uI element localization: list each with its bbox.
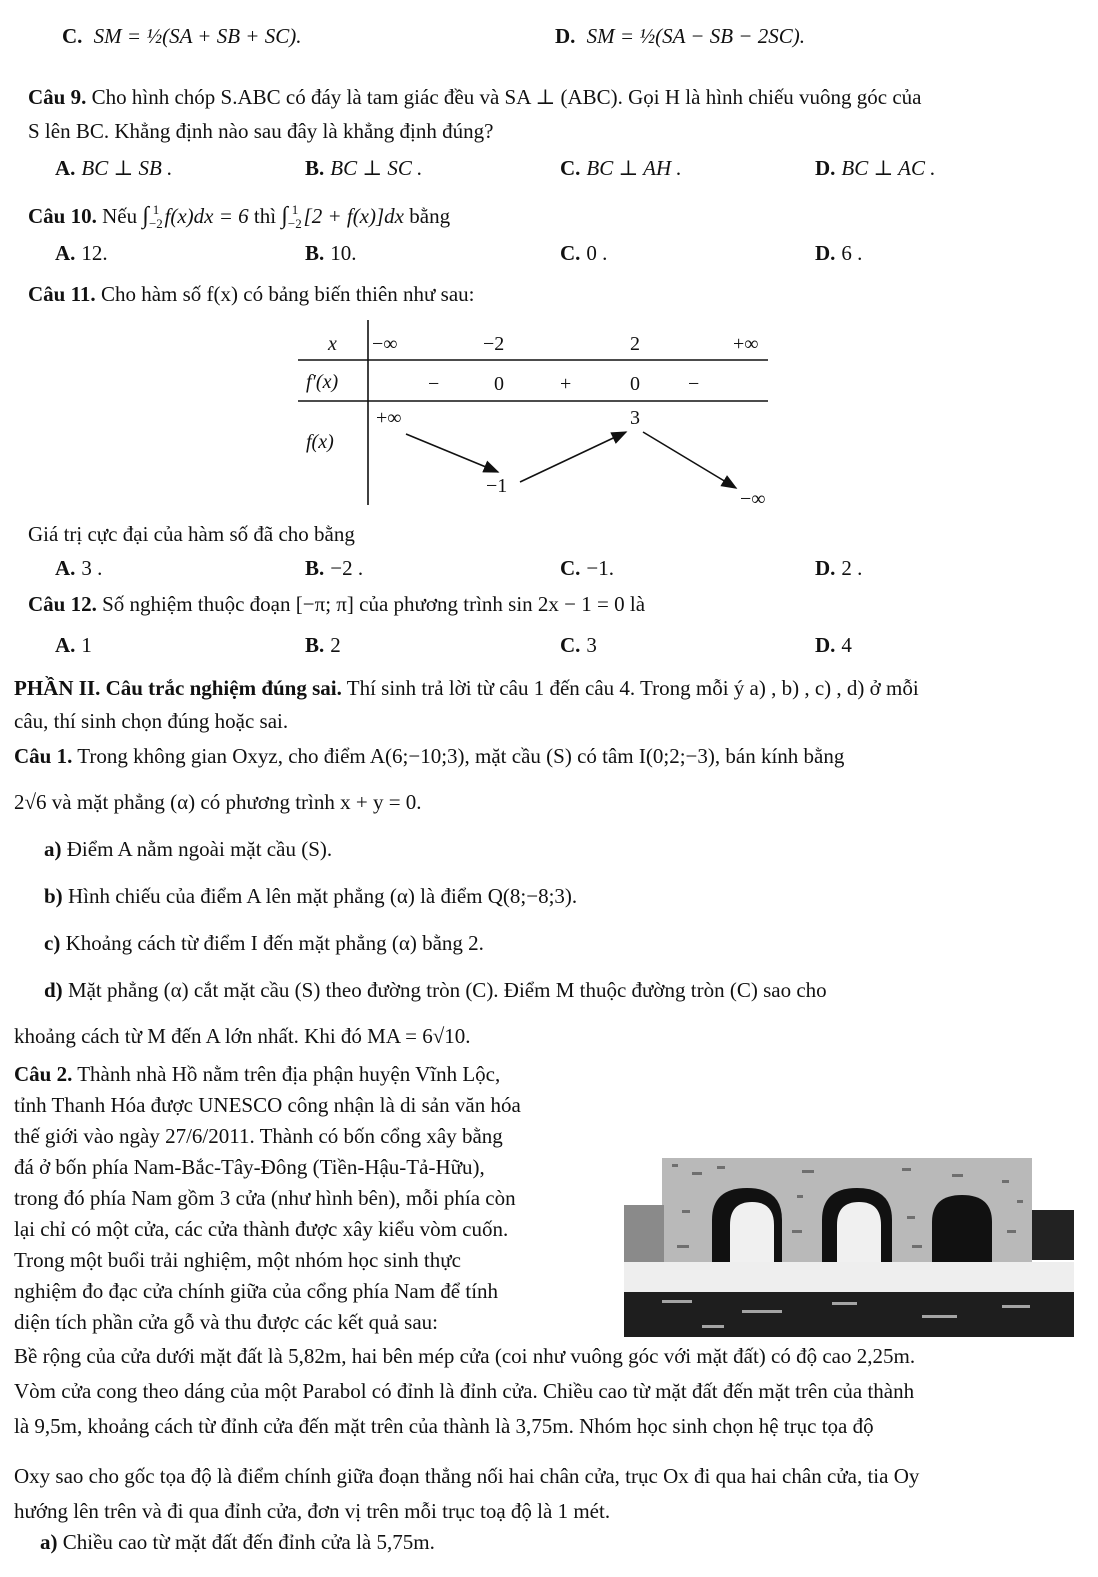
q11-option-a [55,554,102,582]
question-title: Câu 2. [14,1062,73,1086]
q11-line [28,280,475,308]
item-text: khoảng cách từ M đến A lớn nhất. Khi đó MA = 6√10. [14,1024,471,1048]
option-text: 0 . [586,241,608,265]
p2q2-col-line [14,1091,521,1119]
row-label-f: f(x) [306,431,334,453]
question-text: 2√6 và mặt phẳng (α) có phương trình x + y = 0. [14,790,422,814]
q11-option-b [305,554,363,582]
question-text: Trong một buổi trải nghiệm, một nhóm học sinh thực [14,1248,461,1272]
option-text: 6 . [841,241,863,265]
option-label: D. [815,241,836,265]
option-text: −2 . [330,556,364,580]
option-text: SM = ½(SA + SB + SC). [93,24,302,48]
option-label: D. [815,156,836,180]
option-text: 3 [586,633,597,657]
q10-line [28,196,450,238]
q9-option-c [560,154,682,182]
q9-option-b [305,154,422,182]
q12-option-a [55,631,92,659]
option-label: D. [815,556,836,580]
section-instructions: Thí sinh trả lời từ câu 1 đến câu 4. Trong mỗi ý a) , b) , c) , d) ở mỗi [346,676,919,700]
question-text: lại chỉ có một cửa, các cửa thành được xây kiểu vòm cuốn. [14,1217,509,1241]
option-label: C. [560,633,581,657]
item-label: c) [44,931,61,955]
p2q2-full-line [14,1342,915,1370]
option-text: BC ⊥ AH . [586,156,682,180]
q12-option-b [305,631,341,659]
option-label: C. [560,241,581,265]
question-text: trong đó phía Nam gồm 3 cửa (như hình bên), mỗi phía còn [14,1186,516,1210]
q10-option-a [55,239,108,267]
item-label: b) [44,884,63,908]
question-text: là 9,5m, khoảng cách từ đỉnh cửa đến mặt trên của thành là 3,75m. Nhóm học sinh chọn hệ trục tọa độ [14,1414,874,1438]
option-text: 4 [841,633,852,657]
option-label: D. [815,633,836,657]
p2q2-col-line [14,1122,503,1150]
arch-middle-opening [837,1202,881,1262]
question-title: Câu 12. [28,592,97,616]
arch-right [932,1195,992,1262]
p2q1-item-c [44,929,484,957]
f-value-max: 3 [630,407,640,429]
question-text: Cho hình chóp S.ABC có đáy là tam giác đều và SA ⊥ (ABC). Gọi H là hình chiếu vuông góc của [91,85,922,109]
gate-foreground [624,1292,1074,1337]
p2q2-col-line [14,1184,516,1212]
f-value-start: +∞ [376,407,402,429]
question-text: thế giới vào ngày 27/6/2011. Thành có bốn cổng xây bằng [14,1124,503,1148]
question-text: diện tích phần cửa gỗ và thu được các kết quả sau: [14,1310,438,1334]
option-text: 2 [330,633,341,657]
option-label: A. [55,156,76,180]
q10-option-b [305,239,357,267]
option-label: C. [62,24,83,48]
option-text: BC ⊥ SC . [330,156,423,180]
q12-option-d [815,631,852,659]
p2q2-full-line [14,1377,914,1405]
option-label: A. [55,556,76,580]
p2q1-line2 [14,788,422,816]
question-text: Giá trị cực đại của hàm số đã cho bằng [28,522,355,546]
row-label-fprime: f′(x) [306,371,339,393]
option-label: B. [305,633,325,657]
q12-line [28,590,645,618]
f-value-min: −1 [486,475,508,497]
sign-value: 0 [494,373,504,395]
increasing-arrow [520,432,626,482]
p2q1-line1 [14,742,844,770]
integral-upper-bound: 1 [152,202,160,217]
p2q2-full-line [14,1462,919,1490]
p2q1-item-b [44,882,577,910]
integral-expression: [2 + f(x)]dx [303,204,404,228]
option-text: 10. [330,241,357,265]
question-title: Câu 11. [28,282,96,306]
q11-question [28,520,355,548]
option-text: 12. [81,241,108,265]
q8-option-c [62,22,301,50]
q11-option-d [815,554,862,582]
item-label: d) [44,978,63,1002]
q9-line1 [28,83,921,111]
decreasing-arrow [406,434,498,472]
question-text: nghiệm đo đạc cửa chính giữa của cổng phía Nam để tính [14,1279,499,1303]
part2-line2 [14,707,288,735]
arch-left-opening [730,1202,774,1262]
question-text: Nếu [102,204,138,228]
q10-option-c [560,239,607,267]
part2-line1 [14,674,919,702]
option-text: 2 . [841,556,863,580]
question-text: Thành nhà Hồ nằm trên địa phận huyện Vĩnh Lộc, [77,1062,501,1086]
option-label: A. [55,633,76,657]
p2q2-col-line [14,1060,500,1088]
sign-value: 0 [630,373,640,395]
question-text: Bề rộng của cửa dưới mặt đất là 5,82m, hai bên mép cửa (coi như vuông góc với mặt đất) có độ cao 2,25m. [14,1344,916,1368]
question-text: Trong không gian Oxyz, cho điểm A(6;−10;3), mặt cầu (S) có tâm I(0;2;−3), bán kính bằng [77,744,845,768]
gate-wall-right-wing [1032,1210,1074,1260]
variation-table [298,320,778,510]
option-label: B. [305,156,325,180]
option-text: 3 . [81,556,103,580]
q10-option-d [815,239,862,267]
option-text: BC ⊥ AC . [841,156,936,180]
question-text: Vòm cửa cong theo dáng của một Parabol có đỉnh là đỉnh cửa. Chiều cao từ mặt đất đến mặt trên của thành [14,1379,915,1403]
p2q2-col-line [14,1215,508,1243]
question-text: S lên BC. Khẳng định nào sau đây là khẳng định đúng? [28,119,494,143]
integral-lower-bound: −2 [287,216,302,231]
p2q1-item-a [44,835,332,863]
q12-option-c [560,631,597,659]
integral-sign: ∫ [142,203,149,229]
p2q1-item-d [44,976,827,1004]
integral-lower-bound: −2 [148,216,163,231]
p2q2-col-line [14,1246,461,1274]
decreasing-arrow [643,432,736,488]
section-heading: PHẦN II. Câu trắc nghiệm đúng sai. [14,676,342,700]
item-text: Điểm A nằm ngoài mặt cầu (S). [66,837,333,861]
question-text: bằng [409,204,451,228]
question-text: Cho hàm số f(x) có bảng biến thiên như sau: [100,282,475,306]
p2q2-col-line [14,1277,498,1305]
sign-value: + [560,373,572,395]
p2q2-item-a [40,1528,435,1556]
p2q2-col-line [14,1308,438,1336]
q8-option-d [555,22,805,50]
question-text: hướng lên trên và đi qua đỉnh cửa, đơn vị trên mỗi trục toạ độ là 1 mét. [14,1499,611,1523]
q11-option-c [560,554,614,582]
p2q2-col-line [14,1153,485,1181]
citadel-gate-photo [622,1150,1078,1340]
x-value: −∞ [372,333,398,355]
p2q2-full-line [14,1497,610,1525]
item-text: Mặt phẳng (α) cắt mặt cầu (S) theo đường tròn (C). Điểm M thuộc đường tròn (C) sao cho [67,978,827,1002]
sign-value: − [428,373,440,395]
option-label: A. [55,241,76,265]
option-label: B. [305,241,325,265]
item-label: a) [44,837,62,861]
integral-sign: ∫ [281,203,288,229]
question-title: Câu 1. [14,744,73,768]
option-label: C. [560,556,581,580]
option-text: −1. [586,556,615,580]
sign-value: − [688,373,700,395]
question-title: Câu 9. [28,85,87,109]
p2q2-full-line [14,1412,874,1440]
option-text: SM = ½(SA − SB − 2SC). [586,24,805,48]
option-text: BC ⊥ SB . [81,156,173,180]
q9-line2 [28,117,493,145]
question-text: Số nghiệm thuộc đoạn [−π; π] của phương trình sin 2x − 1 = 0 là [102,592,646,616]
question-title: Câu 10. [28,204,97,228]
row-label-x: x [328,333,337,355]
option-label: C. [560,156,581,180]
question-text: tỉnh Thanh Hóa được UNESCO công nhận là di sản văn hóa [14,1093,521,1117]
integral-upper-bound: 1 [291,202,299,217]
option-label: B. [305,556,325,580]
item-label: a) [40,1530,58,1554]
x-value: 2 [630,333,640,355]
x-value: −2 [483,333,505,355]
q9-option-a [55,154,172,182]
option-text: 1 [81,633,92,657]
question-text: Oxy sao cho gốc tọa độ là điểm chính giữa đoạn thẳng nối hai chân cửa, trục Ox đi qua hai chân cửa, tia Oy [14,1464,920,1488]
question-text: đá ở bốn phía Nam-Bắc-Tây-Đông (Tiền-Hậu-Tả-Hữu), [14,1155,485,1179]
q9-option-d [815,154,935,182]
item-text: Chiều cao từ mặt đất đến đỉnh cửa là 5,75m. [62,1530,435,1554]
x-value: +∞ [733,333,759,355]
f-value-end: −∞ [740,488,766,510]
section-instructions: câu, thí sinh chọn đúng hoặc sai. [14,709,289,733]
gate-ground [624,1262,1074,1292]
option-label: D. [555,24,576,48]
p2q1-item-d-cont [14,1022,470,1050]
integral-expression: f(x)dx = 6 [164,204,249,228]
item-text: Khoảng cách từ điểm I đến mặt phẳng (α) bằng 2. [65,931,484,955]
item-text: Hình chiếu của điểm A lên mặt phẳng (α) là điểm Q(8;−8;3). [67,884,578,908]
question-text: thì [253,204,277,228]
